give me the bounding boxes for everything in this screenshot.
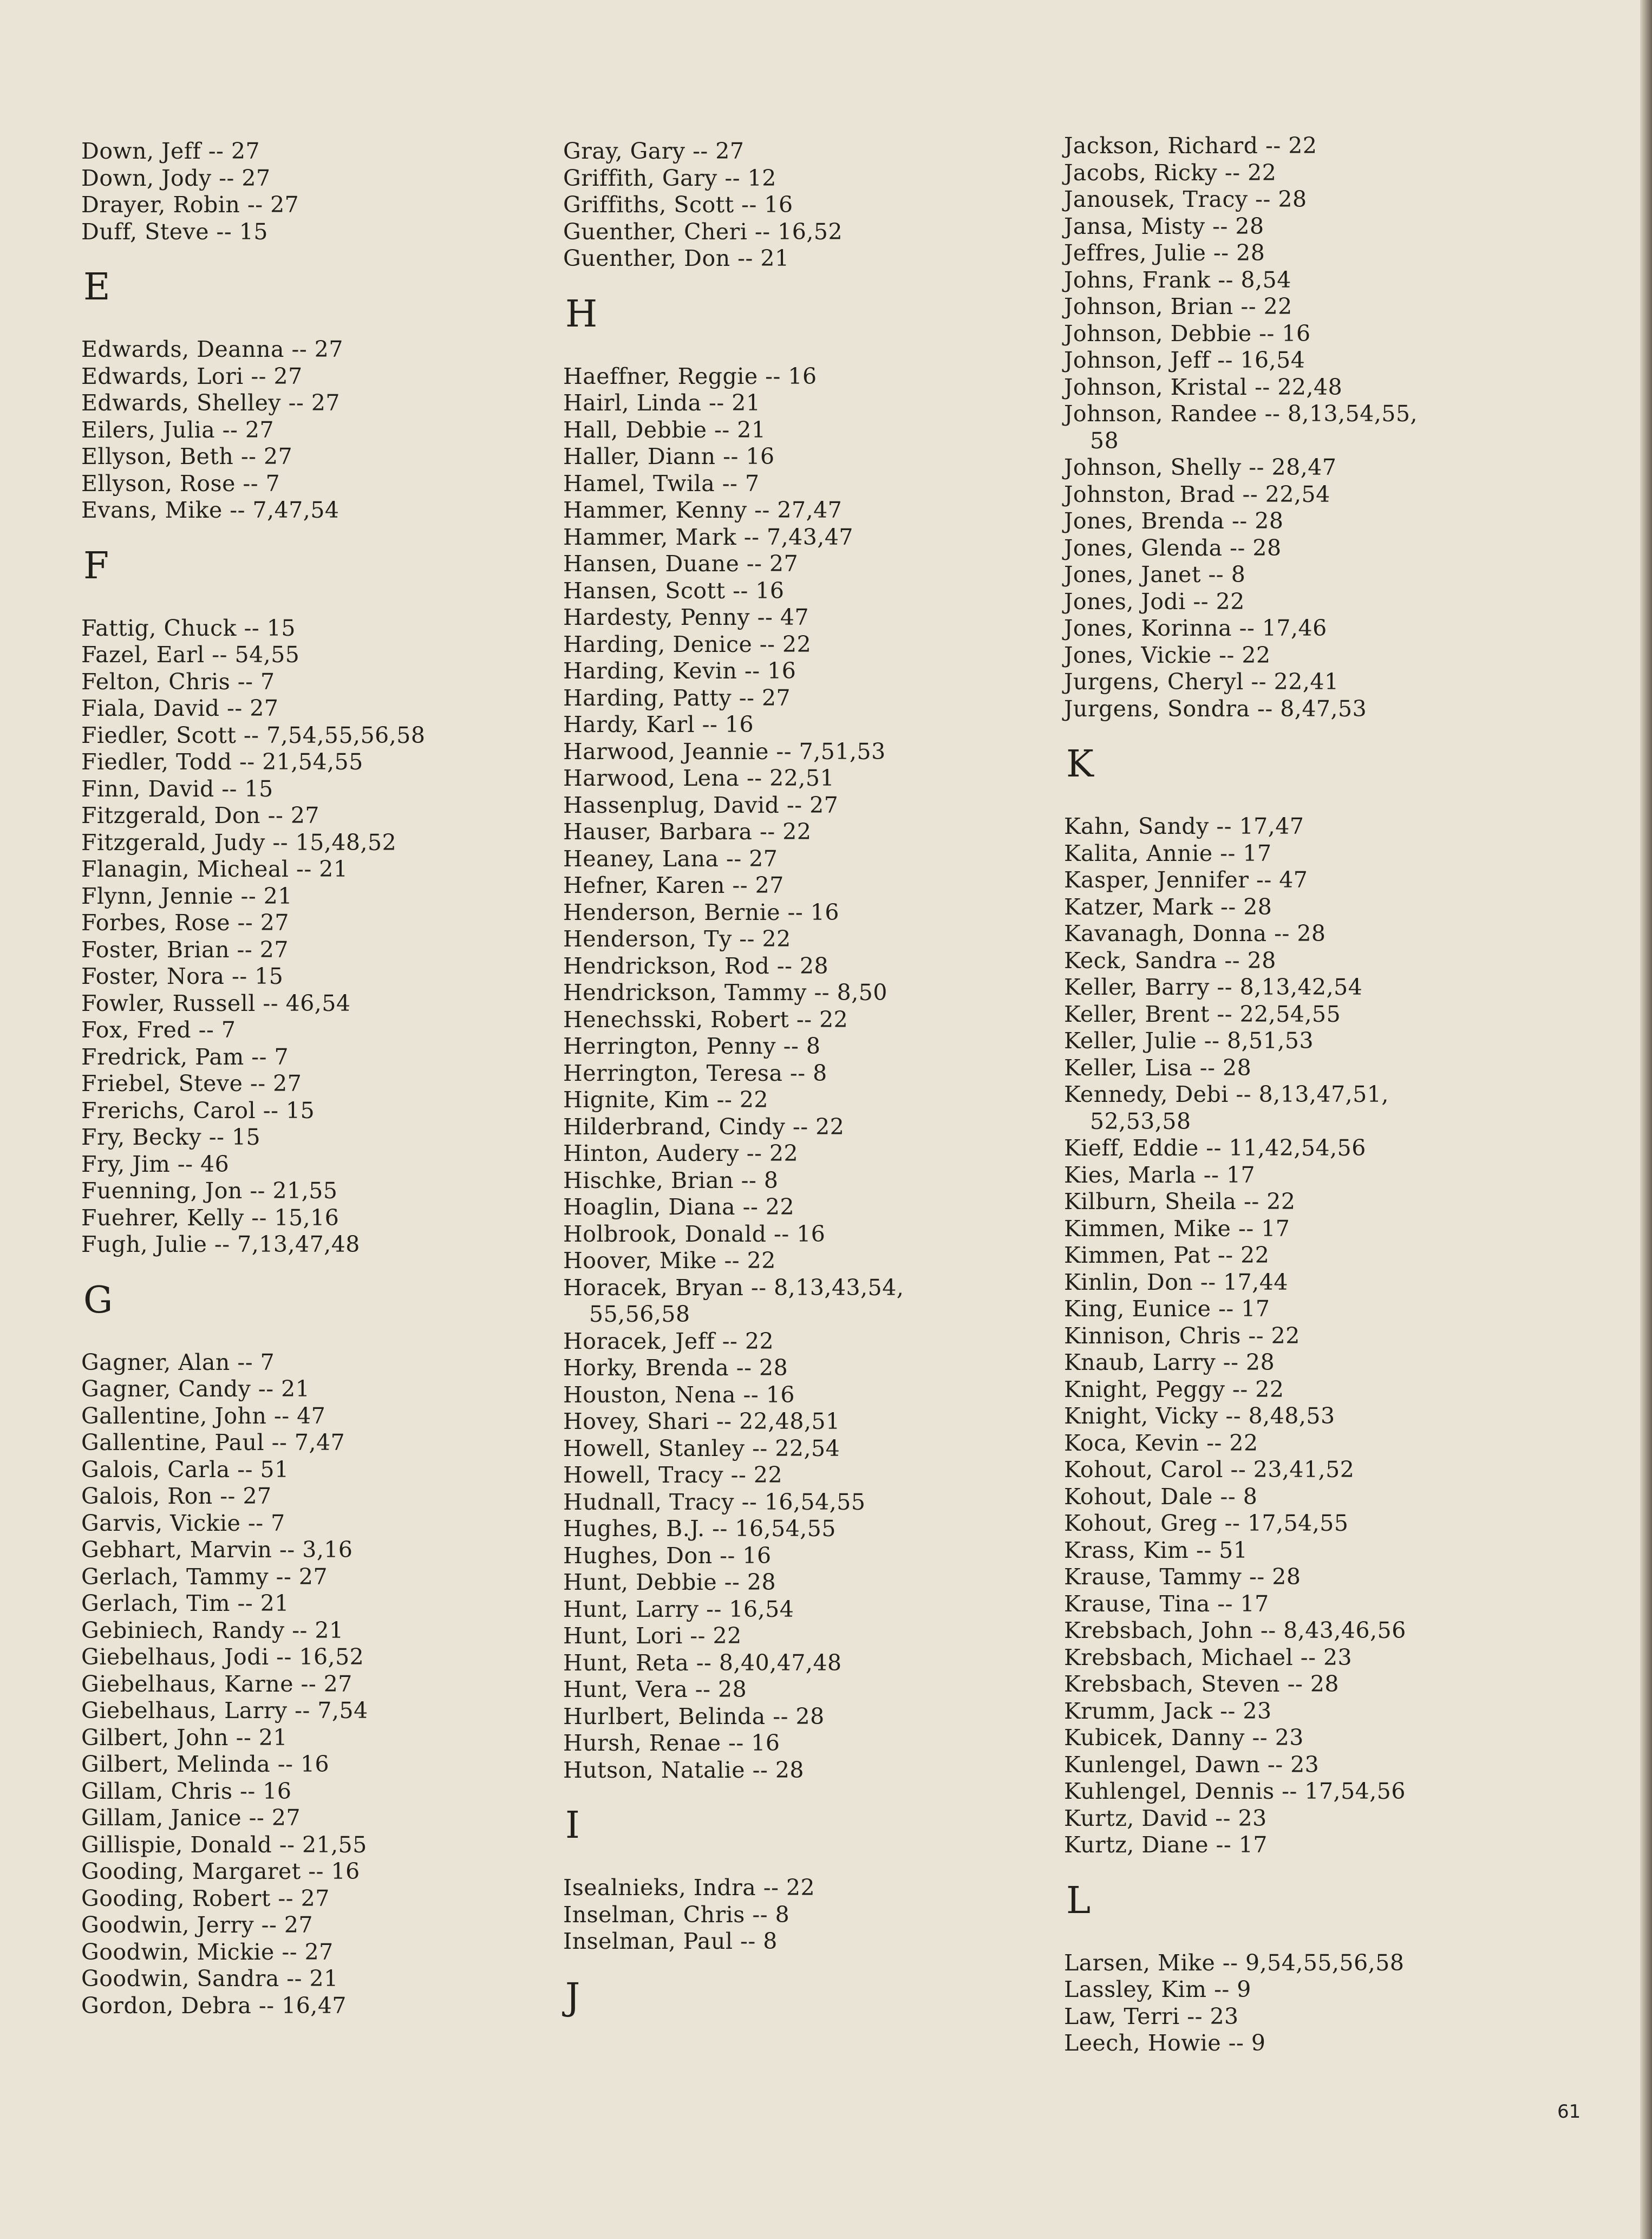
- index-entry: Kohout, Greg -- 17,54,55: [1064, 1510, 1349, 1536]
- index-entry: Houston, Nena -- 16: [563, 1381, 795, 1408]
- index-entry: Fiedler, Todd -- 21,54,55: [81, 749, 363, 775]
- index-entry: Krebsbach, Michael -- 23: [1064, 1644, 1353, 1670]
- index-entry: Horky, Brenda -- 28: [563, 1355, 788, 1381]
- index-entry: Garvis, Vickie -- 7: [81, 1510, 285, 1536]
- index-entry: Hansen, Duane -- 27: [563, 551, 799, 577]
- index-entry: Harding, Denice -- 22: [563, 631, 812, 657]
- index-entry: Kunlengel, Dawn -- 23: [1064, 1751, 1320, 1778]
- index-entry: Johnson, Debbie -- 16: [1064, 320, 1311, 347]
- index-entry: Griffith, Gary -- 12: [563, 165, 776, 191]
- index-entry: Jeffres, Julie -- 28: [1064, 240, 1265, 266]
- index-entry: Krause, Tammy -- 28: [1064, 1564, 1301, 1590]
- index-entry: Hassenplug, David -- 27: [563, 792, 839, 818]
- index-entry: Hudnall, Tracy -- 16,54,55: [563, 1489, 866, 1515]
- index-entry: Larsen, Mike -- 9,54,55,56,58: [1064, 1949, 1405, 1976]
- index-entry: Knight, Vicky -- 8,48,53: [1064, 1403, 1335, 1429]
- index-entry: Johnson, Shelly -- 28,47: [1064, 454, 1337, 480]
- index-section: [81, 544, 547, 1258]
- index-entry: Flynn, Jennie -- 21: [81, 883, 292, 909]
- index-entry: Law, Terri -- 23: [1064, 2003, 1239, 2029]
- index-entry: Fredrick, Pam -- 7: [81, 1043, 289, 1070]
- index-entry: Keller, Julie -- 8,51,53: [1064, 1028, 1314, 1054]
- index-entry: Gallentine, John -- 47: [81, 1402, 326, 1429]
- index-entry: Hefner, Karen -- 27: [563, 872, 784, 898]
- index-entry: Flanagin, Micheal -- 21: [81, 856, 348, 882]
- section-letter-heading: E: [83, 266, 110, 309]
- index-entry: Drayer, Robin -- 27: [81, 192, 299, 218]
- index-entry: Johnston, Brad -- 22,54: [1064, 481, 1330, 507]
- index-column-2: [563, 138, 1029, 2046]
- index-entry: Gillispie, Donald -- 21,55: [81, 1831, 367, 1858]
- index-entry: Isealnieks, Indra -- 22: [563, 1875, 815, 1901]
- index-entry: Harding, Kevin -- 16: [563, 658, 796, 684]
- index-entry: Jones, Janet -- 8: [1064, 562, 1246, 588]
- index-entry: Kimmen, Mike -- 17: [1064, 1215, 1290, 1242]
- section-letter-heading: I: [565, 1804, 580, 1847]
- index-entry: Fuenning, Jon -- 21,55: [81, 1178, 338, 1204]
- index-entry: Felton, Chris -- 7: [81, 668, 275, 695]
- index-entry: Herrington, Penny -- 8: [563, 1033, 821, 1059]
- index-entry: Fattig, Chuck -- 15: [81, 615, 296, 641]
- index-entry: Hauser, Barbara -- 22: [563, 819, 812, 845]
- index-entry: Gerlach, Tammy -- 27: [81, 1563, 328, 1590]
- index-entry: Hughes, Don -- 16: [563, 1542, 772, 1569]
- index-entry: Johnson, Randee -- 8,13,54,55,: [1064, 401, 1418, 427]
- index-entry: Kinlin, Don -- 17,44: [1064, 1269, 1288, 1295]
- index-column-3: [1064, 133, 1530, 2057]
- index-entry: Fuehrer, Kelly -- 15,16: [81, 1204, 339, 1231]
- section-letter-heading: L: [1066, 1879, 1091, 1922]
- index-entry: Johns, Frank -- 8,54: [1064, 266, 1291, 293]
- index-entry: Holbrook, Donald -- 16: [563, 1220, 826, 1247]
- index-entry: Krebsbach, Steven -- 28: [1064, 1671, 1340, 1697]
- index-column-1: [81, 138, 547, 2019]
- index-section: [1064, 133, 1530, 722]
- index-entry: Howell, Stanley -- 22,54: [563, 1435, 840, 1461]
- index-entry: Jackson, Richard -- 22: [1064, 133, 1317, 159]
- index-entry: Horacek, Bryan -- 8,13,43,54,: [563, 1274, 904, 1301]
- index-entry: Kurtz, Diane -- 17: [1064, 1832, 1268, 1858]
- index-entry: Kavanagh, Donna -- 28: [1064, 921, 1326, 946]
- index-entry: Kasper, Jennifer -- 47: [1064, 867, 1308, 893]
- index-entry: Kimmen, Pat -- 22: [1064, 1242, 1270, 1268]
- index-entry: Edwards, Lori -- 27: [81, 363, 303, 389]
- index-entry: Down, Jeff -- 27: [81, 138, 260, 164]
- index-entry: Giebelhaus, Karne -- 27: [81, 1670, 352, 1697]
- index-entry: Hunt, Vera -- 28: [563, 1676, 747, 1702]
- index-entry: Haeffner, Reggie -- 16: [563, 363, 817, 389]
- index-entry: Jacobs, Ricky -- 22: [1064, 159, 1277, 186]
- index-entry: Krass, Kim -- 51: [1064, 1537, 1248, 1563]
- index-entry: Hinton, Audery -- 22: [563, 1140, 799, 1166]
- index-section: [563, 1804, 1029, 1955]
- index-entry: Johnson, Jeff -- 16,54: [1064, 347, 1305, 373]
- index-entry: Kieff, Eddie -- 11,42,54,56: [1064, 1135, 1366, 1161]
- index-entry: Foster, Nora -- 15: [81, 963, 284, 989]
- index-entry: Kuhlengel, Dennis -- 17,54,56: [1064, 1778, 1406, 1804]
- index-entry: Hunt, Debbie -- 28: [563, 1569, 776, 1595]
- index-entry: Leech, Howie -- 9: [1064, 2030, 1266, 2056]
- index-entry: Keller, Brent -- 22,54,55: [1064, 1001, 1341, 1027]
- index-entry: Giebelhaus, Larry -- 7,54: [81, 1698, 368, 1724]
- index-entry: Gagner, Candy -- 21: [81, 1376, 310, 1402]
- index-entry: Jurgens, Cheryl -- 22,41: [1064, 669, 1339, 695]
- section-letter-heading: G: [83, 1278, 113, 1322]
- index-entry: Howell, Tracy -- 22: [563, 1462, 783, 1488]
- index-entry: Jones, Jodi -- 22: [1064, 588, 1245, 615]
- index-entry: Frerichs, Carol -- 15: [81, 1097, 315, 1124]
- index-entry: Herrington, Teresa -- 8: [563, 1060, 827, 1086]
- index-entry: Kahn, Sandy -- 17,47: [1064, 813, 1304, 839]
- index-entry: Kennedy, Debi -- 8,13,47,51,: [1064, 1081, 1389, 1107]
- index-entry: Kinnison, Chris -- 22: [1064, 1322, 1300, 1349]
- index-entry: Gillam, Chris -- 16: [81, 1778, 292, 1804]
- index-entry: Harwood, Jeannie -- 7,51,53: [563, 738, 886, 765]
- index-entry: Kohout, Dale -- 8: [1064, 1483, 1258, 1510]
- index-entry: Hilderbrand, Cindy -- 22: [563, 1113, 845, 1140]
- index-entry: Jones, Glenda -- 28: [1064, 534, 1282, 561]
- index-entry: Krause, Tina -- 17: [1064, 1590, 1269, 1617]
- index-entry: Hignite, Kim -- 22: [563, 1087, 769, 1113]
- index-entry: Hunt, Reta -- 8,40,47,48: [563, 1649, 842, 1676]
- index-entry: Edwards, Shelley -- 27: [81, 390, 341, 416]
- index-entry: Janousek, Tracy -- 28: [1064, 186, 1307, 212]
- index-entry: Kilburn, Sheila -- 22: [1064, 1189, 1296, 1215]
- index-entry: Hardesty, Penny -- 47: [563, 604, 809, 630]
- index-entry: Knaub, Larry -- 28: [1064, 1349, 1275, 1375]
- index-entry: Gordon, Debra -- 16,47: [81, 1992, 347, 2019]
- section-letter-heading: F: [83, 544, 109, 588]
- index-entry: Fiala, David -- 27: [81, 695, 279, 721]
- index-entry: Hoaglin, Diana -- 22: [563, 1194, 795, 1220]
- index-entry: Fiedler, Scott -- 7,54,55,56,58: [81, 722, 426, 748]
- index-entry: Hughes, B.J. -- 16,54,55: [563, 1516, 836, 1542]
- index-entry: Gebiniech, Randy -- 21: [81, 1617, 344, 1643]
- index-entry: Fry, Becky -- 15: [81, 1124, 261, 1150]
- index-entry: Gebhart, Marvin -- 3,16: [81, 1537, 353, 1563]
- index-entry: Gilbert, John -- 21: [81, 1724, 288, 1751]
- index-entry: Edwards, Deanna -- 27: [81, 336, 343, 362]
- index-entry: Krumm, Jack -- 23: [1064, 1698, 1272, 1724]
- index-entry: Jones, Brenda -- 28: [1064, 508, 1284, 534]
- index-entry: Evans, Mike -- 7,47,54: [81, 497, 339, 523]
- index-entry: Fitzgerald, Judy -- 15,48,52: [81, 829, 397, 856]
- index-entry: Hendrickson, Tammy -- 8,50: [563, 980, 887, 1006]
- index-entry: Keller, Barry -- 8,13,42,54: [1064, 974, 1363, 1000]
- index-entry: Keck, Sandra -- 28: [1064, 947, 1276, 974]
- index-entry: Harding, Patty -- 27: [563, 684, 791, 711]
- index-entry: Friebel, Steve -- 27: [81, 1070, 302, 1096]
- index-section: [81, 138, 547, 245]
- index-entry: Hammer, Mark -- 7,43,47: [563, 524, 854, 550]
- index-entry: Gerlach, Tim -- 21: [81, 1590, 289, 1616]
- index-entry: Hursh, Renae -- 16: [563, 1730, 780, 1756]
- index-entry: Fitzgerald, Don -- 27: [81, 802, 320, 828]
- page-number: 61: [1557, 2101, 1581, 2123]
- index-entry: Foster, Brian -- 27: [81, 936, 289, 963]
- index-entry: Hurlbert, Belinda -- 28: [563, 1703, 825, 1729]
- index-entry: Jones, Korinna -- 17,46: [1064, 615, 1327, 641]
- index-entry: Fox, Fred -- 7: [81, 1017, 236, 1043]
- index-section: [563, 138, 1029, 272]
- index-entry: Fugh, Julie -- 7,13,47,48: [81, 1231, 360, 1257]
- index-entry: Forbes, Rose -- 27: [81, 910, 289, 936]
- index-entry: Kubicek, Danny -- 23: [1064, 1725, 1304, 1751]
- index-entry: Galois, Ron -- 27: [81, 1483, 272, 1509]
- index-entry: Hunt, Lori -- 22: [563, 1623, 742, 1649]
- section-letter-heading: J: [565, 1975, 580, 2019]
- index-entry: Hutson, Natalie -- 28: [563, 1757, 805, 1783]
- index-section: [81, 1278, 547, 2020]
- index-entry: Katzer, Mark -- 28: [1064, 893, 1272, 920]
- index-entry: Hairl, Linda -- 21: [563, 390, 761, 416]
- index-section: [81, 266, 547, 524]
- index-entry: 52,53,58: [1090, 1108, 1191, 1134]
- index-entry: Horacek, Jeff -- 22: [563, 1328, 774, 1354]
- index-entry: Haller, Diann -- 16: [563, 443, 775, 469]
- index-entry: Inselman, Chris -- 8: [563, 1901, 790, 1928]
- section-letter-heading: H: [565, 292, 598, 336]
- index-entry: Henderson, Bernie -- 16: [563, 899, 839, 925]
- index-entry: Inselman, Paul -- 8: [563, 1928, 778, 1954]
- index-entry: Fazel, Earl -- 54,55: [81, 642, 300, 668]
- index-entry: Johnson, Brian -- 22: [1064, 293, 1292, 319]
- index-entry: Kalita, Annie -- 17: [1064, 840, 1272, 866]
- index-entry: Jurgens, Sondra -- 8,47,53: [1064, 695, 1367, 722]
- index-entry: Fry, Jim -- 46: [81, 1151, 230, 1177]
- index-entry: Henderson, Ty -- 22: [563, 926, 791, 952]
- page-binding-edge: [1640, 0, 1652, 2239]
- index-entry: Heaney, Lana -- 27: [563, 845, 778, 872]
- index-entry: Guenther, Cheri -- 16,52: [563, 218, 843, 245]
- index-entry: Ellyson, Rose -- 7: [81, 470, 280, 497]
- index-entry: Hendrickson, Rod -- 28: [563, 952, 829, 979]
- index-entry: Henechsski, Robert -- 22: [563, 1006, 848, 1033]
- index-entry: Harwood, Lena -- 22,51: [563, 765, 835, 791]
- index-section: [563, 292, 1029, 1784]
- index-entry: King, Eunice -- 17: [1064, 1296, 1270, 1322]
- index-entry: Gilbert, Melinda -- 16: [81, 1751, 330, 1777]
- index-entry: Gagner, Alan -- 7: [81, 1349, 275, 1375]
- index-entry: Hansen, Scott -- 16: [563, 577, 785, 604]
- index-entry: Goodwin, Sandra -- 21: [81, 1966, 338, 1992]
- index-entry: Gallentine, Paul -- 7,47: [81, 1429, 345, 1455]
- index-entry: Knight, Peggy -- 22: [1064, 1376, 1284, 1402]
- index-entry: Hall, Debbie -- 21: [563, 416, 766, 443]
- index-section: [1064, 1879, 1530, 2057]
- index-entry: Fowler, Russell -- 46,54: [81, 990, 351, 1016]
- index-entry: Goodwin, Mickie -- 27: [81, 1938, 334, 1965]
- index-section: [563, 1975, 1029, 2019]
- index-entry: Keller, Lisa -- 28: [1064, 1054, 1252, 1081]
- index-entry: Hamel, Twila -- 7: [563, 470, 760, 497]
- index-entry: Gooding, Margaret -- 16: [81, 1858, 360, 1884]
- index-entry: Duff, Steve -- 15: [81, 218, 268, 245]
- index-entry: Hovey, Shari -- 22,48,51: [563, 1408, 840, 1434]
- index-section: [1064, 743, 1530, 1859]
- index-entry: Lassley, Kim -- 9: [1064, 1976, 1251, 2002]
- index-entry: Hardy, Karl -- 16: [563, 711, 754, 737]
- index-entry: Kohout, Carol -- 23,41,52: [1064, 1457, 1355, 1483]
- index-entry: Hunt, Larry -- 16,54: [563, 1596, 794, 1622]
- index-entry: Gray, Gary -- 27: [563, 138, 745, 164]
- index-entry: Ellyson, Beth -- 27: [81, 443, 293, 469]
- index-entry: Hoover, Mike -- 22: [563, 1248, 776, 1274]
- index-entry: Galois, Carla -- 51: [81, 1456, 289, 1483]
- index-entry: Jones, Vickie -- 22: [1064, 642, 1271, 668]
- section-letter-heading: K: [1066, 743, 1094, 786]
- index-entry: Down, Jody -- 27: [81, 165, 271, 191]
- index-entry: 58: [1090, 427, 1119, 454]
- index-entry: Guenther, Don -- 21: [563, 245, 789, 271]
- index-entry: Griffiths, Scott -- 16: [563, 192, 793, 218]
- index-entry: Finn, David -- 15: [81, 775, 273, 802]
- index-entry: Johnson, Kristal -- 22,48: [1064, 374, 1343, 400]
- index-entry: Eilers, Julia -- 27: [81, 416, 275, 443]
- index-entry: Kies, Marla -- 17: [1064, 1161, 1256, 1188]
- index-entry: Kurtz, David -- 23: [1064, 1805, 1267, 1831]
- index-entry: Koca, Kevin -- 22: [1064, 1429, 1258, 1456]
- index-entry: Hammer, Kenny -- 27,47: [563, 497, 843, 523]
- index-entry: Hischke, Brian -- 8: [563, 1167, 779, 1193]
- index-entry: Gillam, Janice -- 27: [81, 1805, 301, 1831]
- index-entry: 55,56,58: [589, 1301, 690, 1327]
- index-entry: Gooding, Robert -- 27: [81, 1885, 330, 1911]
- index-entry: Giebelhaus, Jodi -- 16,52: [81, 1644, 364, 1670]
- index-entry: Goodwin, Jerry -- 27: [81, 1912, 314, 1938]
- index-entry: Krebsbach, John -- 8,43,46,56: [1064, 1617, 1406, 1643]
- index-entry: Jansa, Misty -- 28: [1064, 213, 1264, 239]
